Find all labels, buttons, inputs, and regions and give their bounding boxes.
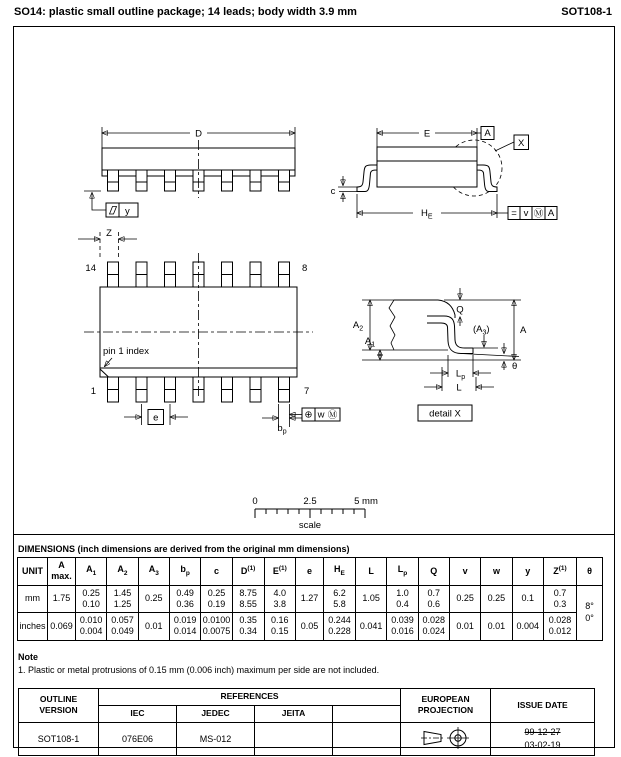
dim-label-A: A	[520, 325, 527, 336]
jedec-value: MS-012	[177, 722, 255, 755]
dimensions-table	[17, 557, 603, 641]
package-code: SOT108-1	[561, 6, 612, 18]
dim-column-header: A max.	[48, 558, 76, 586]
dim-value-cell: 0.039 0.016	[387, 613, 418, 641]
dim-value-cell: 0.01	[481, 613, 512, 641]
dim-label-A1: $A_1$	[364, 336, 376, 349]
dim-value-cell: 0.01	[449, 613, 480, 641]
projection-cell	[401, 722, 491, 755]
dim-column-header: $b_p$	[169, 558, 200, 586]
first-angle-projection-icon	[420, 726, 472, 750]
tol-label-y: y	[125, 206, 130, 217]
issue-date-new: 03-02-19	[524, 739, 561, 750]
side-view	[84, 127, 295, 217]
dim-data-row	[18, 613, 603, 641]
dim-column-header: e	[295, 558, 323, 586]
dim-label-A2: $A_2$	[352, 320, 364, 333]
datum-A-label: A	[484, 128, 491, 139]
fcf-mmc-symbol-2: Ⓜ	[327, 409, 338, 421]
dim-label-bp: $b_p$	[277, 423, 287, 436]
dim-label-Q: Q	[456, 304, 464, 316]
issue-date-header: ISSUE DATE	[491, 688, 595, 722]
dimensions-heading: DIMENSIONS (inch dimensions are derived from the original mm dimensions)	[18, 544, 350, 554]
dim-value-cell: 0.1	[512, 585, 543, 613]
dim-column-header: $A_2$	[107, 558, 138, 586]
note-heading: Note	[18, 651, 38, 662]
dim-value-cell: 0.0100 0.0075	[201, 613, 232, 641]
dim-unit-cell: inches	[18, 613, 48, 641]
dim-value-cell: 4.0 3.8	[264, 585, 295, 613]
end-view	[331, 127, 557, 221]
dim-label-c: c	[330, 186, 336, 197]
jedec-header: JEDEC	[177, 705, 255, 722]
scale-caption: scale	[298, 520, 322, 531]
detail-x-caption: detail X	[429, 408, 461, 420]
jeita-value	[255, 722, 333, 755]
dim-column-header: w	[481, 558, 512, 586]
dim-label-HE: $H_E$	[421, 208, 433, 221]
dim-label-D: D	[195, 128, 202, 140]
dim-value-cell: 1.05	[355, 585, 386, 613]
jeita-header: JEITA	[255, 705, 333, 722]
outline-version-header: OUTLINE VERSION	[19, 688, 99, 722]
dim-value-cell: 1.75	[48, 585, 76, 613]
dim-value-cell: 0.25	[481, 585, 512, 613]
pin-number-14: 14	[85, 263, 96, 274]
dim-value-cell: 1.0 0.4	[387, 585, 418, 613]
dim-column-header: UNIT	[18, 558, 48, 586]
detail-x-view	[353, 288, 527, 421]
european-projection-header: EUROPEAN PROJECTION	[401, 688, 491, 722]
dim-label-E: E	[423, 128, 431, 140]
fcf-tolerance-v: v	[523, 208, 529, 219]
dim-value-cell: 0.25 0.19	[201, 585, 232, 613]
fcf-datum-A: A	[547, 208, 555, 219]
dim-value-cell: 0.25	[138, 585, 169, 613]
dim-label-A3: $(A_3)$	[473, 324, 490, 337]
note-item-1: 1. Plastic or metal protrusions of 0.15 mm (0.006 inch) maximum per side are not included.	[18, 664, 380, 675]
dim-column-header: $Z^{(1)}$	[544, 558, 577, 586]
scale-tick-mid: 2.5	[303, 496, 317, 507]
pin1-index-label: pin 1 index	[103, 346, 149, 357]
dim-value-cell: 0.041	[355, 613, 386, 641]
dim-value-cell: 1.45 1.25	[107, 585, 138, 613]
dim-column-header: v	[449, 558, 480, 586]
package-outline-drawing	[14, 27, 614, 534]
dim-column-header: Q	[418, 558, 449, 586]
dim-value-cell: 0.16 0.15	[264, 613, 295, 641]
dim-label-L: L	[456, 382, 462, 394]
dim-label-Lp: $L_p$	[455, 368, 466, 381]
note-block	[18, 652, 614, 675]
dim-column-header: $L_p$	[387, 558, 418, 586]
issue-date-old: 99-12-27	[524, 726, 561, 737]
blank-ref-header	[333, 705, 401, 722]
dim-label-e: e	[153, 412, 159, 424]
dim-value-cell: 0.05	[295, 613, 323, 641]
dim-value-cell: 0.49 0.36	[169, 585, 200, 613]
iec-header: IEC	[99, 705, 177, 722]
scale-tick-end: 5 mm	[354, 496, 378, 507]
pin-number-8: 8	[302, 263, 308, 274]
fcf-mmc-symbol: Ⓜ	[533, 208, 544, 220]
dim-value-cell: 6.2 5.8	[323, 585, 355, 613]
references-table	[18, 688, 595, 756]
dim-column-header: L	[355, 558, 386, 586]
issue-date-cell	[491, 722, 595, 755]
outline-version-value: SOT108-1	[19, 722, 99, 755]
dim-value-cell: 0.7 0.6	[418, 585, 449, 613]
iec-value: 076E06	[99, 722, 177, 755]
dim-value-cell: 0.019 0.014	[169, 613, 200, 641]
fcf-tolerance-w: w	[317, 409, 325, 421]
fcf-position-symbol: ⊕	[304, 409, 313, 421]
page-frame	[13, 26, 615, 748]
pin-number-7: 7	[304, 386, 310, 397]
dim-value-cell: 0.35 0.34	[232, 613, 264, 641]
fcf-seating-symbol: =	[511, 208, 517, 219]
package-drawing-area	[14, 27, 614, 535]
dim-value-cell: 8.75 8.55	[232, 585, 264, 613]
dim-value-cell: 0.010 0.004	[76, 613, 107, 641]
dim-column-header: c	[201, 558, 232, 586]
pin-number-1: 1	[90, 386, 96, 397]
dim-column-header: y	[512, 558, 543, 586]
dim-value-cell: 0.25	[449, 585, 480, 613]
dim-data-row	[18, 585, 603, 613]
dim-value-cell: 0.01	[138, 613, 169, 641]
blank-ref-value	[333, 722, 401, 755]
page-title: SO14: plastic small outline package; 14 leads; body width 3.9 mm	[14, 6, 357, 18]
dim-label-Z: Z	[106, 228, 112, 239]
dim-value-cell: 0.028 0.024	[418, 613, 449, 641]
dim-value-cell: 0.004	[512, 613, 543, 641]
dim-value-cell: 0.25 0.10	[76, 585, 107, 613]
dim-value-cell: 0.7 0.3	[544, 585, 577, 613]
dim-column-header: $A_3$	[138, 558, 169, 586]
dim-value-cell: 0.057 0.049	[107, 613, 138, 641]
references-header: REFERENCES	[99, 688, 401, 705]
tables-section	[14, 535, 614, 756]
dim-column-header: $A_1$	[76, 558, 107, 586]
dim-label-theta: θ	[512, 361, 518, 372]
dim-column-header: $H_E$	[323, 558, 355, 586]
dim-column-header: $D^{(1)}$	[232, 558, 264, 586]
dim-value-cell: 1.27	[295, 585, 323, 613]
dim-value-cell: 0.028 0.012	[544, 613, 577, 641]
detail-x-ref-label: X	[518, 138, 525, 149]
dim-unit-cell: mm	[18, 585, 48, 613]
scale-tick-0: 0	[252, 496, 258, 507]
dim-header-row	[18, 558, 603, 586]
scale-bar	[252, 496, 378, 531]
dim-value-cell: 0.069	[48, 613, 76, 641]
dim-theta-cell: 8° 0°	[577, 585, 603, 640]
dim-value-cell: 0.244 0.228	[323, 613, 355, 641]
top-view	[78, 228, 340, 436]
dim-column-header: θ	[577, 558, 603, 586]
dim-column-header: $E^{(1)}$	[264, 558, 295, 586]
